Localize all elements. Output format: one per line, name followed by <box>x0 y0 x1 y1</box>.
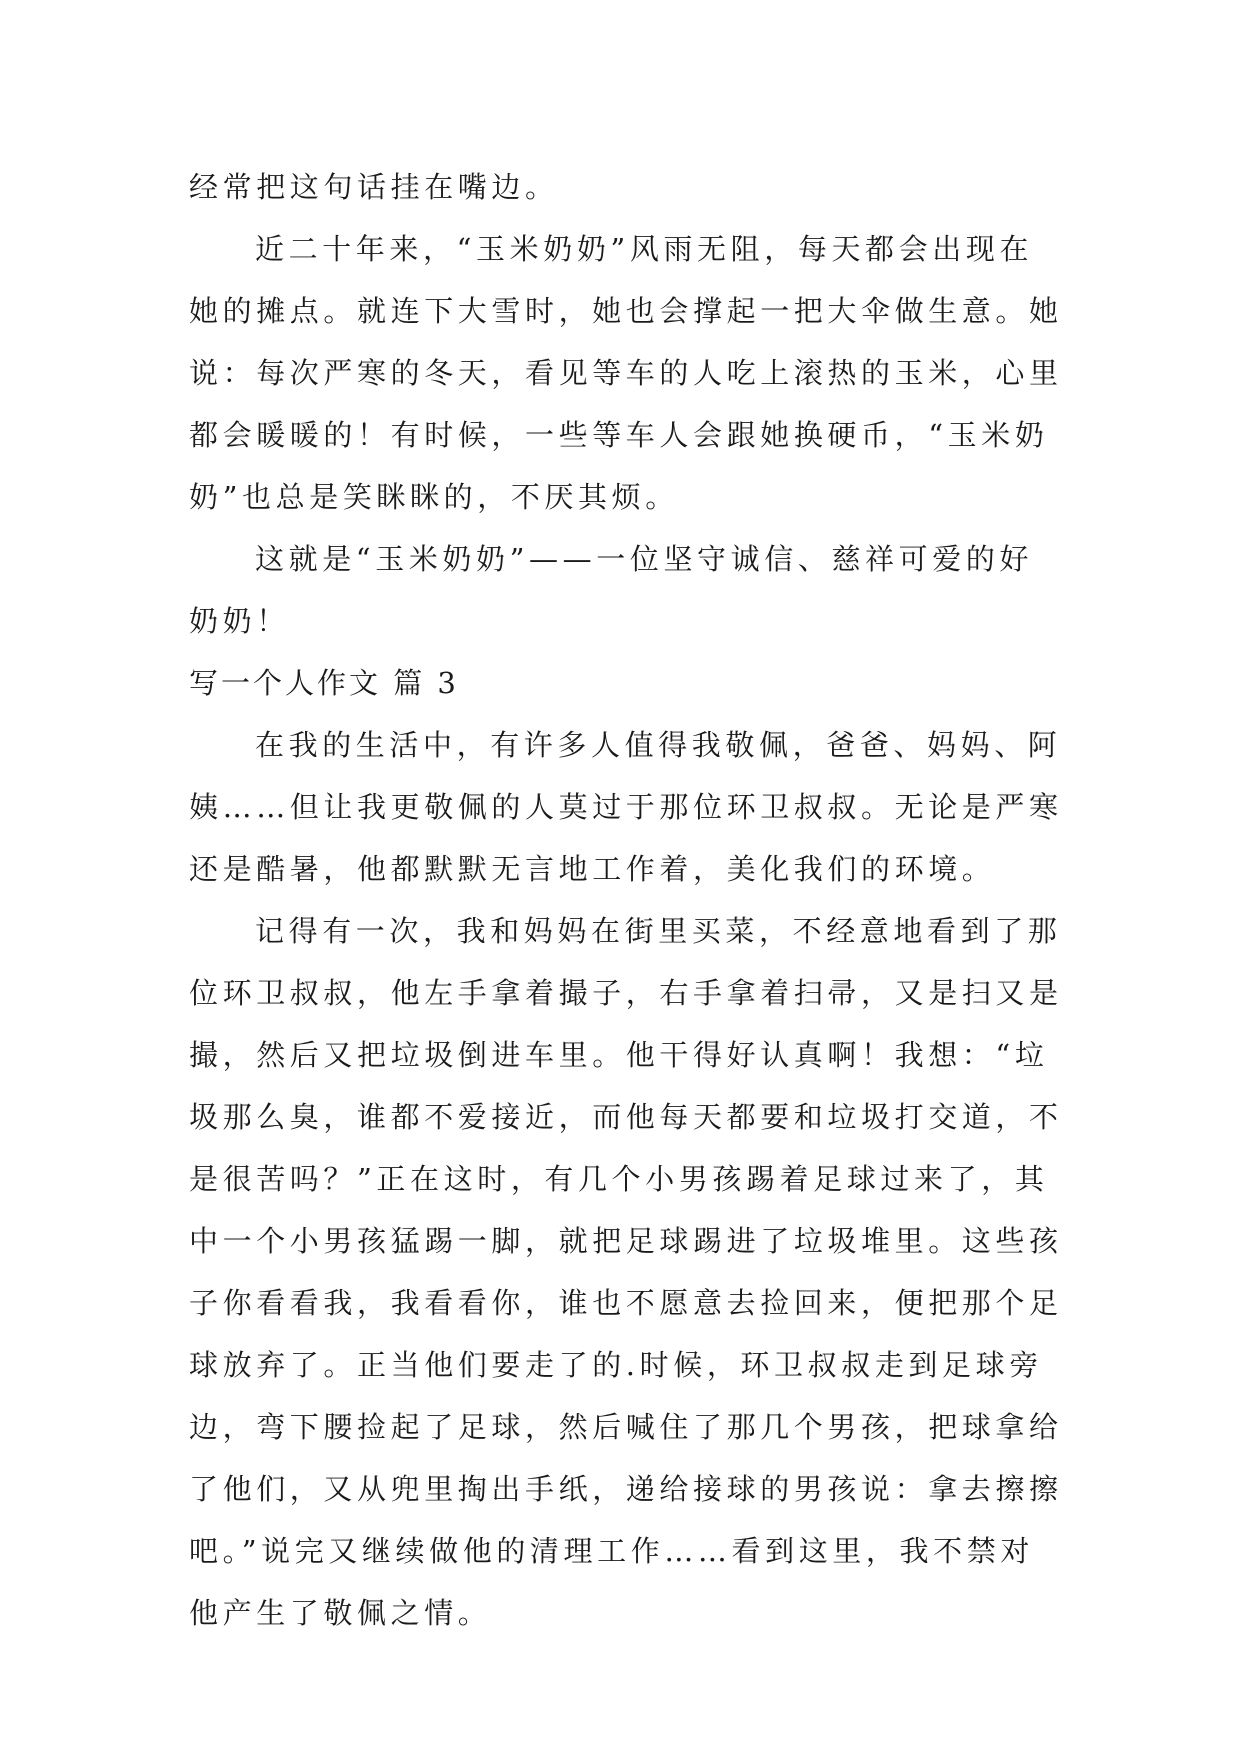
text-line: 是很苦吗？”正在这时，有几个小男孩踢着足球过来了，其 <box>189 1162 1049 1196</box>
text-line: 她的摊点。就连下大雪时，她也会撑起一把大伞做生意。她 <box>189 294 1063 328</box>
text-line: 位环卫叔叔，他左手拿着撮子，右手拿着扫帚，又是扫又是 <box>189 976 1063 1010</box>
text-line: 圾那么臭，谁都不爱接近，而他每天都要和垃圾打交道，不 <box>189 1100 1063 1134</box>
text-line: 球放弃了。正当他们要走了的.时候，环卫叔叔走到足球旁 <box>189 1348 1043 1382</box>
text-line: 经常把这句话挂在嘴边。 <box>189 170 559 204</box>
text-line: 在我的生活中，有许多人值得我敬佩，爸爸、妈妈、阿 <box>255 728 1062 762</box>
text-line: 姨……但让我更敬佩的人莫过于那位环卫叔叔。无论是严寒 <box>189 790 1063 824</box>
section-heading: 写一个人作文 篇 3 <box>189 666 459 700</box>
text-line: 这就是“玉米奶奶”——一位坚守诚信、慈祥可爱的好 <box>255 542 1034 576</box>
text-line: 了他们，又从兜里掏出手纸，递给接球的男孩说：拿去擦擦 <box>189 1472 1063 1506</box>
text-line: 奶奶！ <box>189 604 290 638</box>
text-line: 都会暖暖的！有时候，一些等车人会跟她换硬币，“玉米奶 <box>189 418 1049 452</box>
text-line: 说：每次严寒的冬天，看见等车的人吃上滚热的玉米，心里 <box>189 356 1063 390</box>
text-line: 还是酷暑，他都默默无言地工作着，美化我们的环境。 <box>189 852 996 886</box>
document-page <box>189 156 1063 1644</box>
text-line: 吧。”说完又继续做他的清理工作……看到这里，我不禁对 <box>189 1534 1034 1568</box>
text-line: 边，弯下腰捡起了足球，然后喊住了那几个男孩，把球拿给 <box>189 1410 1063 1444</box>
text-line: 子你看看我，我看看你，谁也不愿意去捡回来，便把那个足 <box>189 1286 1063 1320</box>
text-line: 他产生了敬佩之情。 <box>189 1596 492 1630</box>
text-line: 撮，然后又把垃圾倒进车里。他干得好认真啊！我想：“垃 <box>189 1038 1049 1072</box>
text-line: 中一个小男孩猛踢一脚，就把足球踢进了垃圾堆里。这些孩 <box>189 1224 1063 1258</box>
text-line: 记得有一次，我和妈妈在街里买菜，不经意地看到了那 <box>255 914 1062 948</box>
text-line: 近二十年来，“玉米奶奶”风雨无阻，每天都会出现在 <box>255 232 1034 266</box>
text-line: 奶”也总是笑眯眯的，不厌其烦。 <box>189 480 679 514</box>
